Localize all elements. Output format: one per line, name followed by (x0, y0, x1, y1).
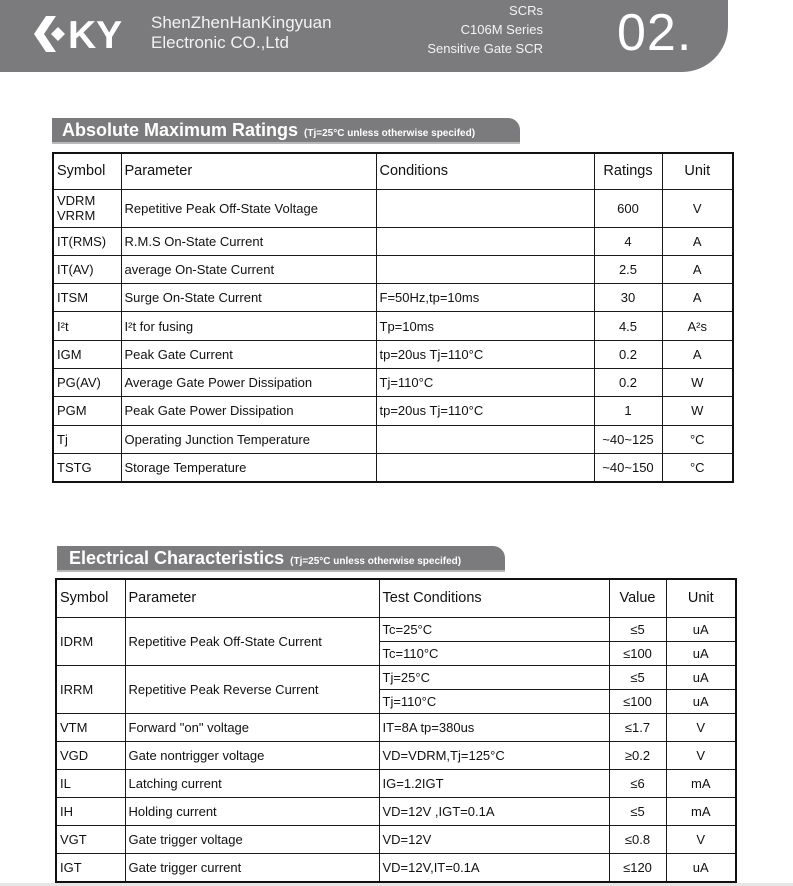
cell-conditions (376, 425, 594, 453)
cell-unit: uA (666, 641, 736, 665)
cell-rating: 0.2 (594, 368, 662, 396)
abs-header-symbol: Symbol (53, 153, 121, 189)
cell-symbol: IDRM (56, 617, 125, 665)
table-row (53, 453, 733, 481)
cell-conditions (376, 227, 594, 255)
cell-unit: °C (662, 453, 733, 481)
cell-symbol: VGD (56, 741, 125, 769)
cell-parameter: R.M.S On-State Current (121, 227, 376, 255)
cell-unit: W (662, 368, 733, 396)
cell-unit: uA (666, 665, 736, 689)
cell-parameter: Repetitive Peak Off-State Voltage (121, 189, 376, 227)
cell-symbol: PG(AV) (53, 368, 121, 396)
cell-value: ≤5 (609, 617, 666, 641)
cell-parameter: Peak Gate Current (121, 340, 376, 368)
cell-symbol: Tj (53, 425, 121, 453)
cell-unit: A²s (662, 312, 733, 340)
cell-rating: 2.5 (594, 255, 662, 283)
cell-symbol: ITSM (53, 284, 121, 312)
cell-symbol: I²t (53, 312, 121, 340)
cell-value: ≤100 (609, 641, 666, 665)
cell-rating: 30 (594, 284, 662, 312)
cell-symbol: VGT (56, 826, 125, 854)
company-line-2: Electronic CO.,Ltd (151, 33, 289, 52)
cell-parameter: Repetitive Peak Off-State Current (125, 617, 379, 665)
table-row (53, 368, 733, 396)
cell-parameter: Average Gate Power Dissipation (121, 368, 376, 396)
table-row (53, 340, 733, 368)
cell-unit: uA (666, 854, 736, 882)
company-name (151, 13, 332, 53)
cell-rating: ~40~125 (594, 425, 662, 453)
abs-title: Absolute Maximum Ratings (62, 120, 299, 140)
table-row (56, 769, 736, 797)
abs-section-title (52, 118, 520, 144)
cell-value: ≤100 (609, 689, 666, 713)
product-info (427, 1, 543, 58)
product-category: SCRs (509, 3, 543, 18)
cell-unit: V (666, 713, 736, 741)
cell-unit: V (662, 189, 733, 227)
cell-unit: °C (662, 425, 733, 453)
elec-header-conditions: Test Conditions (379, 579, 609, 617)
elec-header-row (56, 579, 736, 617)
table-row (56, 798, 736, 826)
abs-header-conditions: Conditions (376, 153, 594, 189)
cell-unit: W (662, 397, 733, 425)
table-row (56, 617, 736, 641)
cell-condition: IT=8A tp=380us (379, 713, 609, 741)
cell-rating: 1 (594, 397, 662, 425)
cell-value: ≤5 (609, 798, 666, 826)
cell-parameter: Latching current (125, 769, 379, 797)
cell-condition: VD=12V (379, 826, 609, 854)
cell-conditions: F=50Hz,tp=10ms (376, 284, 594, 312)
cell-symbol: IT(AV) (53, 255, 121, 283)
elec-header-symbol: Symbol (56, 579, 125, 617)
cell-parameter: Gate nontrigger voltage (125, 741, 379, 769)
cell-conditions (376, 189, 594, 227)
table-row (53, 255, 733, 283)
cell-unit: V (666, 826, 736, 854)
cell-condition: VD=12V,IT=0.1A (379, 854, 609, 882)
elec-title: Electrical Characteristics (69, 548, 285, 568)
table-row (56, 665, 736, 689)
cell-symbol: TSTG (53, 453, 121, 481)
cell-symbol: IGM (53, 340, 121, 368)
cell-rating: 4 (594, 227, 662, 255)
cell-parameter: Repetitive Peak Reverse Current (125, 665, 379, 713)
cell-symbol: IL (56, 769, 125, 797)
cell-condition: Tj=25°C (379, 665, 609, 689)
header-banner (0, 0, 728, 72)
abs-subtitle: (Tj=25°C unless otherwise specifed) (304, 128, 476, 139)
cell-parameter: I²t for fusing (121, 312, 376, 340)
table-row (53, 189, 733, 227)
abs-header-ratings: Ratings (594, 153, 662, 189)
electrical-characteristics-table (55, 578, 737, 883)
cell-conditions: tp=20us Tj=110°C (376, 340, 594, 368)
company-logo (32, 11, 147, 57)
cell-conditions: tp=20us Tj=110°C (376, 397, 594, 425)
cell-unit: uA (666, 617, 736, 641)
cell-value: ≤1.7 (609, 713, 666, 741)
cell-condition: VD=12V ,IGT=0.1A (379, 798, 609, 826)
cell-value: ≤6 (609, 769, 666, 797)
table-row (53, 227, 733, 255)
cell-value: ≤5 (609, 665, 666, 689)
cell-rating: 4.5 (594, 312, 662, 340)
page-number: 02. (617, 4, 693, 62)
cell-value: ≥0.2 (609, 741, 666, 769)
cell-conditions: Tj=110°C (376, 368, 594, 396)
cell-unit: A (662, 340, 733, 368)
company-line-1: ShenZhenHanKingyuan (151, 13, 332, 32)
cell-conditions (376, 453, 594, 481)
cell-symbol: PGM (53, 397, 121, 425)
cell-symbol: VDRM VRRM (53, 189, 121, 227)
cell-condition: Tc=110°C (379, 641, 609, 665)
cell-parameter: Gate trigger current (125, 854, 379, 882)
logo-text: KY (68, 14, 123, 57)
cell-parameter: Storage Temperature (121, 453, 376, 481)
cell-unit: A (662, 255, 733, 283)
elec-subtitle: (Tj=25°C unless otherwise specifed) (290, 556, 462, 567)
elec-section-title (57, 546, 505, 572)
table-row (53, 284, 733, 312)
table-row (53, 425, 733, 453)
abs-ratings-table (52, 152, 734, 483)
elec-header-parameter: Parameter (125, 579, 379, 617)
abs-header-unit: Unit (662, 153, 733, 189)
cell-rating: 600 (594, 189, 662, 227)
cell-symbol: IT(RMS) (53, 227, 121, 255)
cell-unit: A (662, 227, 733, 255)
cell-condition: Tc=25°C (379, 617, 609, 641)
cell-parameter: Operating Junction Temperature (121, 425, 376, 453)
cell-condition: VD=VDRM,Tj=125°C (379, 741, 609, 769)
cell-symbol: IGT (56, 854, 125, 882)
abs-header-parameter: Parameter (121, 153, 376, 189)
product-type: Sensitive Gate SCR (427, 41, 543, 56)
table-row (53, 397, 733, 425)
table-row (56, 713, 736, 741)
cell-parameter: Surge On-State Current (121, 284, 376, 312)
table-row (53, 312, 733, 340)
table-row (56, 741, 736, 769)
abs-header-row (53, 153, 733, 189)
cell-conditions: Tp=10ms (376, 312, 594, 340)
cell-symbol: IH (56, 798, 125, 826)
cell-symbol: IRRM (56, 665, 125, 713)
elec-header-unit: Unit (666, 579, 736, 617)
cell-parameter: Holding current (125, 798, 379, 826)
table-row (56, 826, 736, 854)
cell-parameter: Gate trigger voltage (125, 826, 379, 854)
cell-rating: 0.2 (594, 340, 662, 368)
cell-unit: mA (666, 798, 736, 826)
product-series: C106M Series (460, 22, 543, 37)
table-row (56, 854, 736, 882)
cell-unit: A (662, 284, 733, 312)
cell-unit: uA (666, 689, 736, 713)
cell-parameter: Peak Gate Power Dissipation (121, 397, 376, 425)
elec-header-value: Value (609, 579, 666, 617)
cell-symbol: VTM (56, 713, 125, 741)
cell-unit: V (666, 741, 736, 769)
cell-unit: mA (666, 769, 736, 797)
cell-value: ≤120 (609, 854, 666, 882)
cell-condition: Tj=110°C (379, 689, 609, 713)
cell-rating: ~40~150 (594, 453, 662, 481)
cell-value: ≤0.8 (609, 826, 666, 854)
cell-condition: IG=1.2IGT (379, 769, 609, 797)
cell-parameter: average On-State Current (121, 255, 376, 283)
cell-parameter: Forward "on" voltage (125, 713, 379, 741)
cell-conditions (376, 255, 594, 283)
